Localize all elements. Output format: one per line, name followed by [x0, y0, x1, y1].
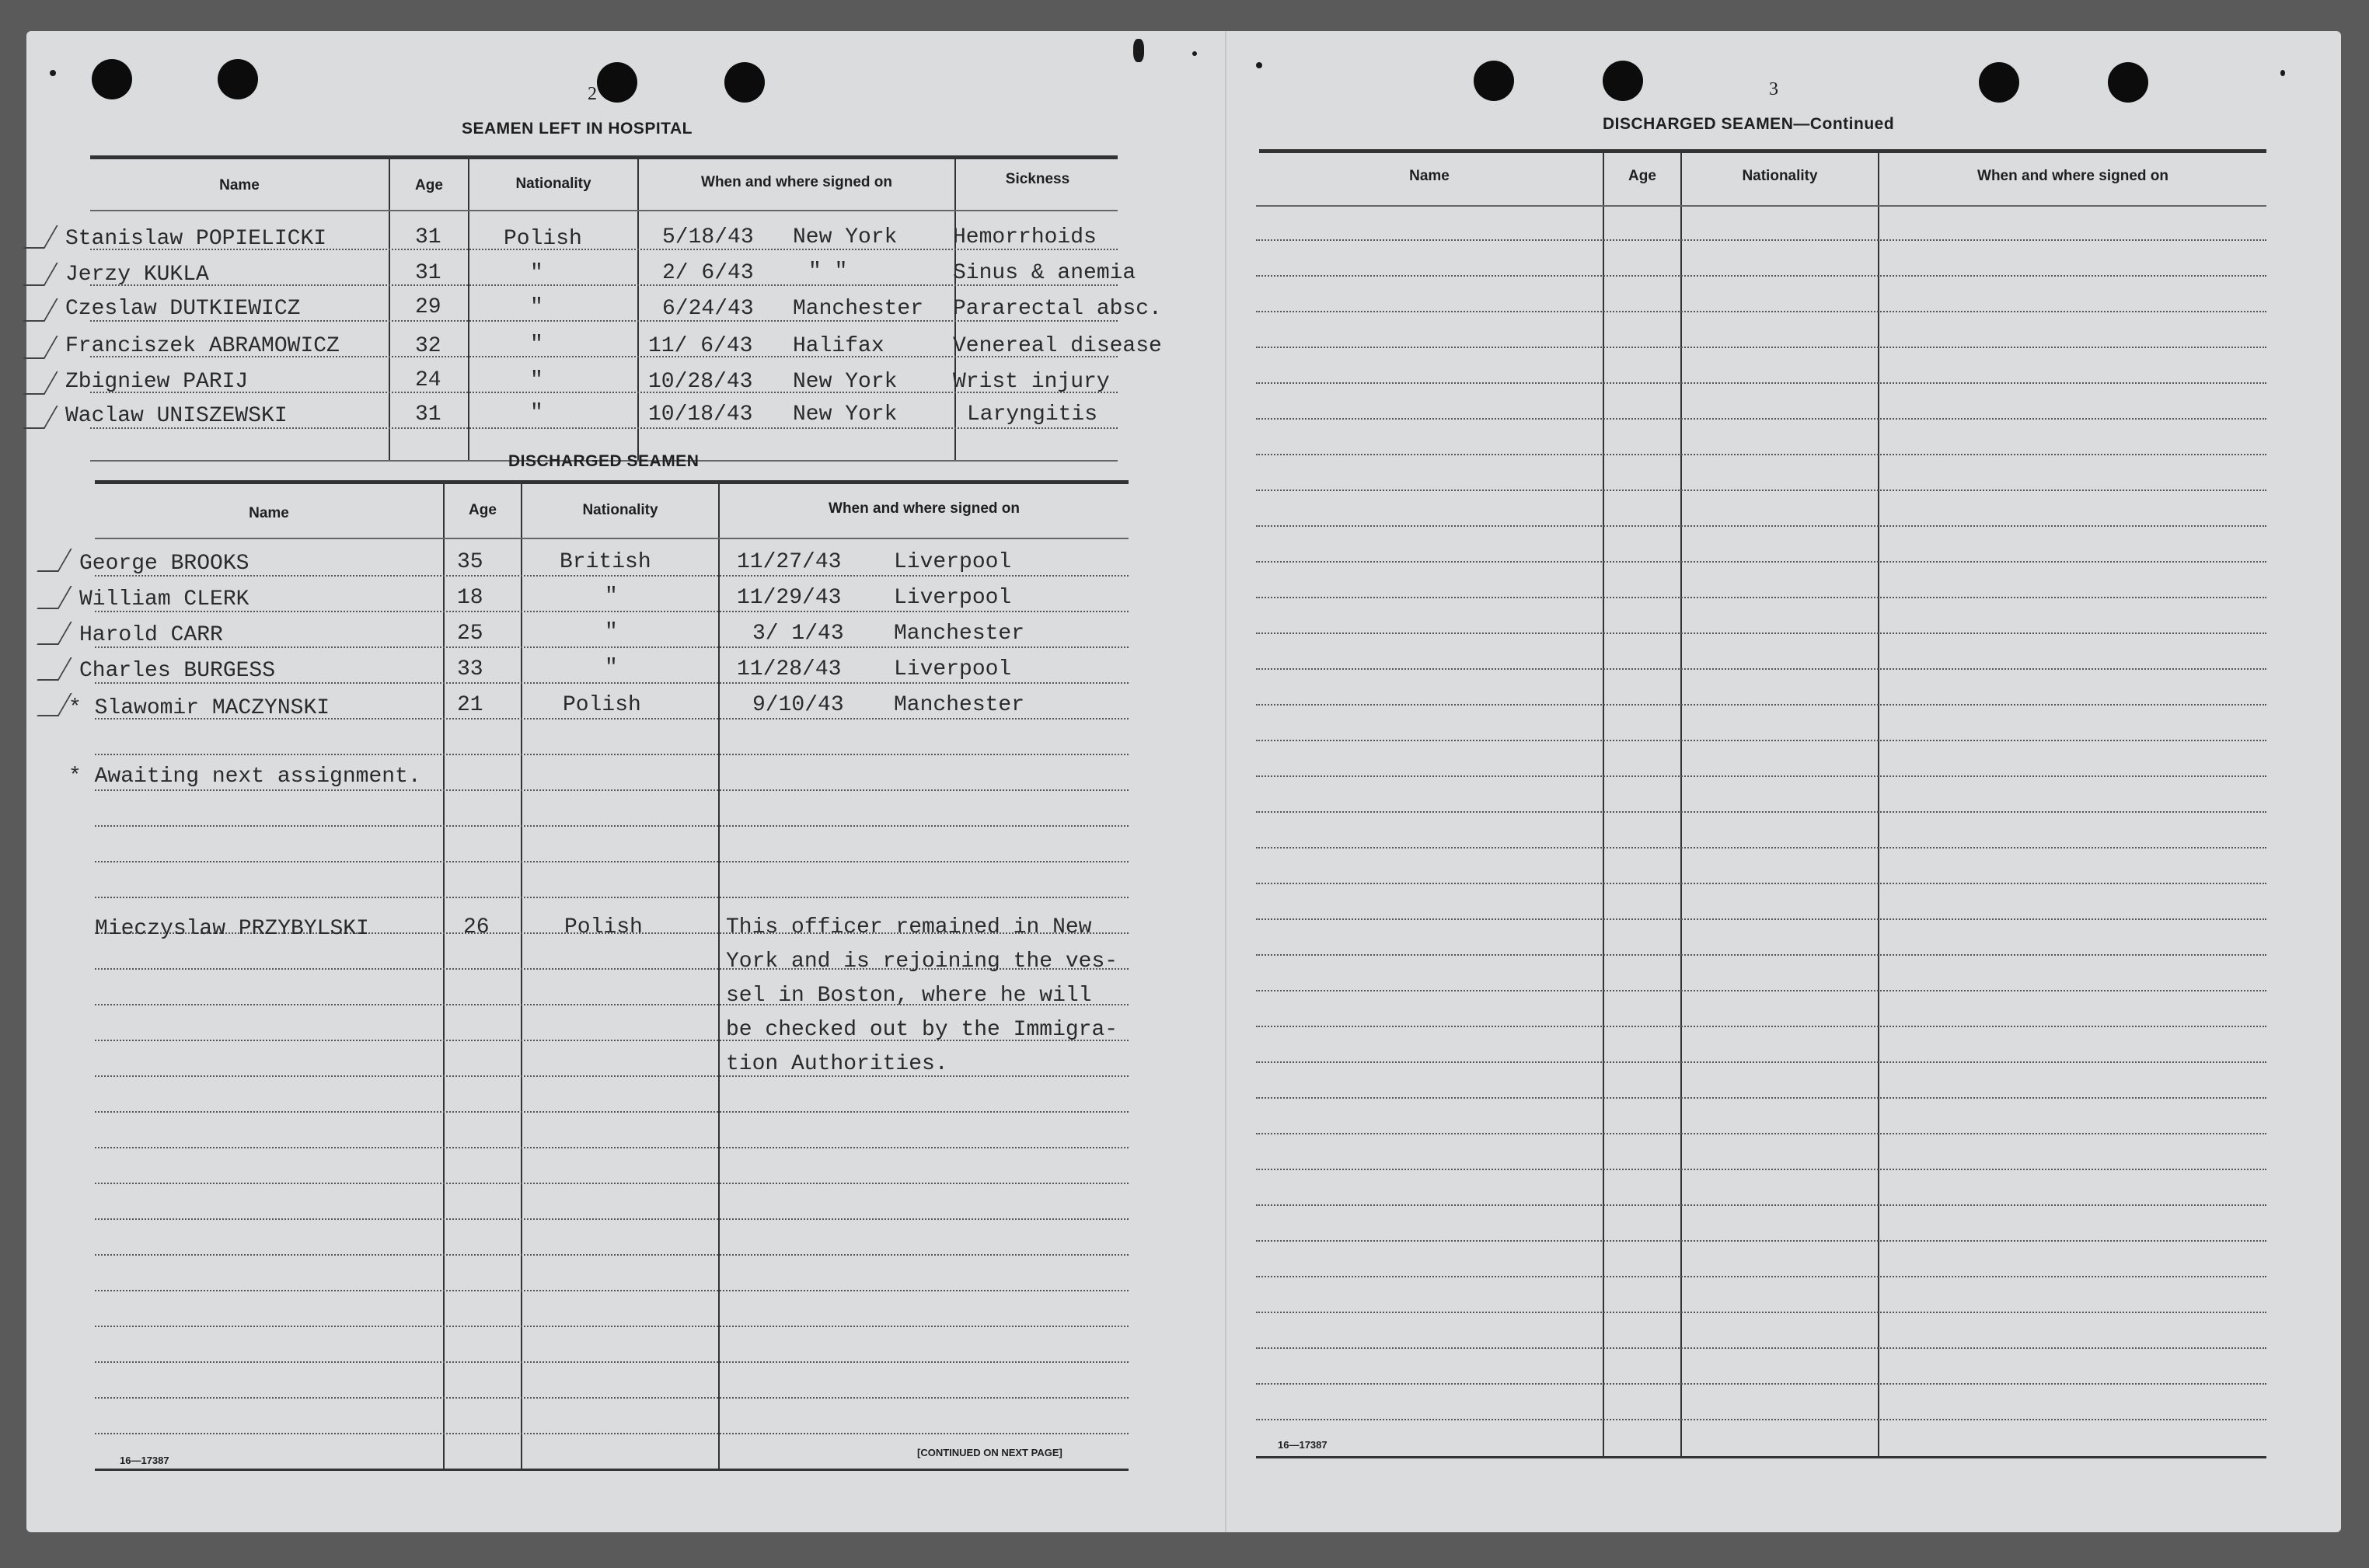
- officer-note-line: York and is rejoining the ves-: [726, 950, 1118, 974]
- section-title-discharged: DISCHARGED SEAMEN: [508, 452, 700, 470]
- hospital-row-4-name: Franciszek ABRAMOWICZ: [65, 334, 340, 358]
- hospital-row-2-age: 31: [415, 261, 441, 285]
- row-rule: [1256, 1419, 2266, 1420]
- row-rule: [1256, 847, 2266, 848]
- discharged-row-1-place: Liverpool: [894, 550, 1012, 574]
- punch-hole: [92, 59, 132, 99]
- officer-name: Mieczyslaw PRZYBYLSKI: [95, 917, 369, 941]
- hospital-row-5-place: New York: [793, 370, 898, 394]
- section-title-text: DISCHARGED SEAMEN: [1603, 115, 1794, 133]
- table-top-rule: [90, 155, 1118, 159]
- hospital-row-4-nationality: ": [530, 333, 543, 357]
- header-underline: [95, 538, 1129, 539]
- hospital-row-5-date: 10/28/43: [648, 370, 753, 394]
- column-divider: [443, 484, 445, 1471]
- hospital-row-2-nationality: ": [530, 261, 543, 285]
- hospital-row-5-sickness: Wrist injury: [953, 370, 1110, 394]
- hospital-row-4-place: Halifax: [793, 334, 884, 358]
- discharged-row-2-name: William CLERK: [79, 587, 249, 612]
- footnote-awaiting-assignment: * Awaiting next assignment.: [68, 765, 421, 789]
- hospital-row-1-date: 5/18/43: [662, 225, 754, 249]
- table-top-rule: [95, 480, 1129, 484]
- column-header-age: Age: [1628, 168, 1656, 184]
- row-rule: [95, 1433, 1129, 1434]
- discharged-row-1-age: 35: [457, 550, 483, 574]
- header-underline: [90, 210, 1118, 211]
- check-tick: [23, 298, 58, 322]
- continued-note: [CONTINUED ON NEXT PAGE]: [917, 1447, 1062, 1458]
- form-number: 16—17387: [1278, 1439, 1328, 1451]
- row-rule: [95, 1147, 1129, 1148]
- discharged-row-5-age: 21: [457, 693, 483, 717]
- column-divider: [389, 159, 390, 461]
- hospital-row-2-name: Jerzy KUKLA: [65, 263, 209, 287]
- check-tick: [23, 406, 58, 429]
- hospital-row-4-date: 11/ 6/43: [648, 334, 753, 358]
- hospital-row-3-age: 29: [415, 295, 441, 319]
- column-divider: [1680, 153, 1682, 1458]
- hospital-row-6-place: New York: [793, 402, 898, 427]
- check-tick: [37, 657, 72, 681]
- column-divider: [637, 159, 639, 461]
- column-header-name: Name: [249, 505, 289, 521]
- row-rule: [1256, 1097, 2266, 1099]
- discharged-row-3-name: Harold CARR: [79, 623, 223, 647]
- discharged-row-5-name: * Slawomir MACZYNSKI: [68, 696, 330, 720]
- ink-speck: [1133, 39, 1144, 62]
- officer-note-line: sel in Boston, where he will: [726, 984, 1092, 1008]
- punch-hole: [1474, 61, 1514, 101]
- hospital-row-6-sickness: Laryngitis: [967, 402, 1098, 427]
- hospital-row-4-age: 32: [415, 334, 441, 358]
- column-header-age: Age: [469, 502, 497, 518]
- hospital-row-6-nationality: ": [530, 401, 543, 425]
- discharged-row-5-nationality: Polish: [563, 693, 641, 717]
- row-rule: [95, 789, 1129, 791]
- page-fold: [1225, 31, 1226, 1532]
- check-tick: [37, 586, 72, 609]
- column-divider: [521, 484, 522, 1471]
- row-rule: [95, 897, 1129, 898]
- hospital-row-6-name: Waclaw UNISZEWSKI: [65, 404, 288, 428]
- discharged-row-4-age: 33: [457, 657, 483, 681]
- column-header-nationality: Nationality: [582, 502, 658, 518]
- section-title-hospital: SEAMEN LEFT IN HOSPITAL: [462, 120, 693, 138]
- row-rule: [1256, 561, 2266, 563]
- officer-note-line: be checked out by the Immigra-: [726, 1018, 1118, 1042]
- row-rule: [1256, 632, 2266, 634]
- page-number: 3: [1769, 79, 1778, 99]
- discharged-row-2-date: 11/29/43: [737, 586, 842, 610]
- hospital-row-1-name: Stanislaw POPIELICKI: [65, 227, 327, 251]
- ink-speck: [1192, 51, 1197, 56]
- ink-speck: [50, 70, 56, 76]
- discharged-row-4-date: 11/28/43: [737, 657, 842, 681]
- column-header-signed-on: When and where signed on: [701, 174, 892, 190]
- discharged-row-4-nationality: ": [605, 656, 618, 680]
- officer-nationality: Polish: [564, 915, 643, 939]
- hospital-row-5-age: 24: [415, 368, 441, 392]
- row-rule: [1256, 954, 2266, 956]
- hospital-row-1-age: 31: [415, 225, 441, 249]
- hospital-row-4-sickness: Venereal disease: [953, 334, 1162, 358]
- hospital-row-3-place: Manchester: [793, 297, 924, 321]
- document-sheet: [26, 31, 2341, 1532]
- column-divider: [468, 159, 469, 461]
- row-rule: [95, 1254, 1129, 1256]
- check-tick: [37, 549, 72, 572]
- discharged-row-4-name: Charles BURGESS: [79, 659, 276, 683]
- section-title-suffix: —Continued: [1793, 115, 1895, 133]
- discharged-row-2-age: 18: [457, 586, 483, 610]
- row-rule: [1256, 1133, 2266, 1134]
- hospital-row-1-nationality: Polish: [504, 227, 582, 251]
- row-rule: [1256, 1026, 2266, 1027]
- header-underline: [1256, 205, 2266, 207]
- column-header-name: Name: [219, 177, 260, 193]
- punch-hole: [1603, 61, 1643, 101]
- row-rule: [1256, 347, 2266, 348]
- row-rule: [1256, 1312, 2266, 1313]
- row-rule: [95, 1397, 1129, 1399]
- row-rule: [1256, 1061, 2266, 1063]
- discharged-row-3-age: 25: [457, 622, 483, 646]
- officer-note-line: tion Authorities.: [726, 1052, 948, 1076]
- hospital-row-6-date: 10/18/43: [648, 402, 753, 427]
- column-header-nationality: Nationality: [1742, 168, 1818, 184]
- row-rule: [95, 1290, 1129, 1291]
- check-tick: [23, 225, 58, 249]
- hospital-row-3-date: 6/24/43: [662, 297, 754, 321]
- officer-age: 26: [463, 915, 490, 939]
- hospital-row-1-sickness: Hemorrhoids: [953, 225, 1097, 249]
- row-rule: [1256, 1276, 2266, 1277]
- hospital-row-3-nationality: ": [530, 295, 543, 319]
- hospital-row-3-name: Czeslaw DUTKIEWICZ: [65, 297, 301, 321]
- discharged-row-3-nationality: ": [605, 620, 618, 644]
- punch-hole: [218, 59, 258, 99]
- column-header-name: Name: [1409, 168, 1450, 184]
- row-rule: [95, 861, 1129, 862]
- row-rule: [95, 646, 1129, 648]
- row-rule: [1256, 1347, 2266, 1349]
- row-rule: [1256, 918, 2266, 920]
- row-rule: [1256, 740, 2266, 741]
- punch-hole: [597, 62, 637, 103]
- row-rule: [1256, 311, 2266, 312]
- discharged-row-3-place: Manchester: [894, 622, 1025, 646]
- row-rule: [1256, 454, 2266, 455]
- discharged-row-1-date: 11/27/43: [737, 550, 842, 574]
- column-header-age: Age: [415, 177, 443, 193]
- row-rule: [95, 1361, 1129, 1363]
- row-rule: [1256, 775, 2266, 777]
- column-divider: [718, 484, 720, 1471]
- table-bottom-rule: [95, 1469, 1129, 1471]
- row-rule: [95, 1111, 1129, 1113]
- discharged-row-2-nationality: ": [605, 584, 618, 608]
- check-tick: [37, 693, 72, 716]
- row-rule: [1256, 704, 2266, 706]
- table-bottom-rule: [1256, 1456, 2266, 1458]
- row-rule: [1256, 1204, 2266, 1206]
- column-header-signed-on: When and where signed on: [829, 500, 1020, 517]
- form-number: 16—17387: [120, 1455, 169, 1466]
- hospital-row-5-name: Zbigniew PARIJ: [65, 370, 249, 394]
- column-header-sickness: Sickness: [1005, 171, 1070, 187]
- officer-note: [726, 911, 1161, 1082]
- hospital-row-2-date: 2/ 6/43: [662, 261, 754, 285]
- hospital-row-2-place: " ": [808, 260, 848, 284]
- discharged-row-2-place: Liverpool: [894, 586, 1012, 610]
- check-tick: [23, 336, 58, 359]
- row-rule: [1256, 275, 2266, 277]
- ink-speck: [2280, 70, 2285, 76]
- discharged-row-5-place: Manchester: [894, 693, 1025, 717]
- discharged-row-1-nationality: British: [560, 550, 651, 574]
- row-rule: [95, 825, 1129, 827]
- row-rule: [1256, 668, 2266, 670]
- ink-speck: [1256, 62, 1262, 68]
- row-rule: [1256, 597, 2266, 598]
- row-rule: [1256, 883, 2266, 884]
- table-top-rule: [1259, 149, 2266, 153]
- discharged-row-3-date: 3/ 1/43: [752, 622, 844, 646]
- row-rule: [1256, 1240, 2266, 1242]
- check-tick: [23, 371, 58, 395]
- row-rule: [1256, 811, 2266, 813]
- row-rule: [1256, 1383, 2266, 1385]
- discharged-row-4-place: Liverpool: [894, 657, 1012, 681]
- punch-hole: [724, 62, 765, 103]
- hospital-row-6-age: 31: [415, 402, 441, 427]
- row-rule: [95, 1218, 1129, 1220]
- hospital-row-3-sickness: Pararectal absc.: [953, 297, 1162, 321]
- row-rule: [1256, 418, 2266, 420]
- punch-hole: [1979, 62, 2019, 103]
- page-number: 2: [588, 84, 597, 104]
- column-header-signed-on: When and where signed on: [1977, 168, 2168, 184]
- hospital-row-2-sickness: Sinus & anemia: [953, 261, 1136, 285]
- row-rule: [1256, 239, 2266, 241]
- row-rule: [95, 1326, 1129, 1327]
- row-rule: [1256, 490, 2266, 491]
- check-tick: [23, 263, 58, 286]
- row-rule: [1256, 1169, 2266, 1170]
- section-title-discharged-continued: [1603, 115, 1894, 134]
- discharged-row-1-name: George BROOKS: [79, 552, 249, 576]
- row-rule: [1256, 382, 2266, 384]
- discharged-row-5-date: 9/10/43: [752, 693, 844, 717]
- punch-hole: [2108, 62, 2148, 103]
- row-rule: [95, 611, 1129, 612]
- hospital-row-1-place: New York: [793, 225, 898, 249]
- row-rule: [95, 575, 1129, 577]
- row-rule: [1256, 525, 2266, 527]
- check-tick: [37, 622, 72, 645]
- row-rule: [95, 1183, 1129, 1184]
- column-divider: [1603, 153, 1604, 1458]
- row-rule: [95, 754, 1129, 755]
- officer-note-line: This officer remained in New: [726, 915, 1092, 939]
- hospital-row-5-nationality: ": [530, 368, 543, 392]
- column-divider: [1878, 153, 1879, 1458]
- column-header-nationality: Nationality: [515, 176, 591, 192]
- row-rule: [1256, 990, 2266, 991]
